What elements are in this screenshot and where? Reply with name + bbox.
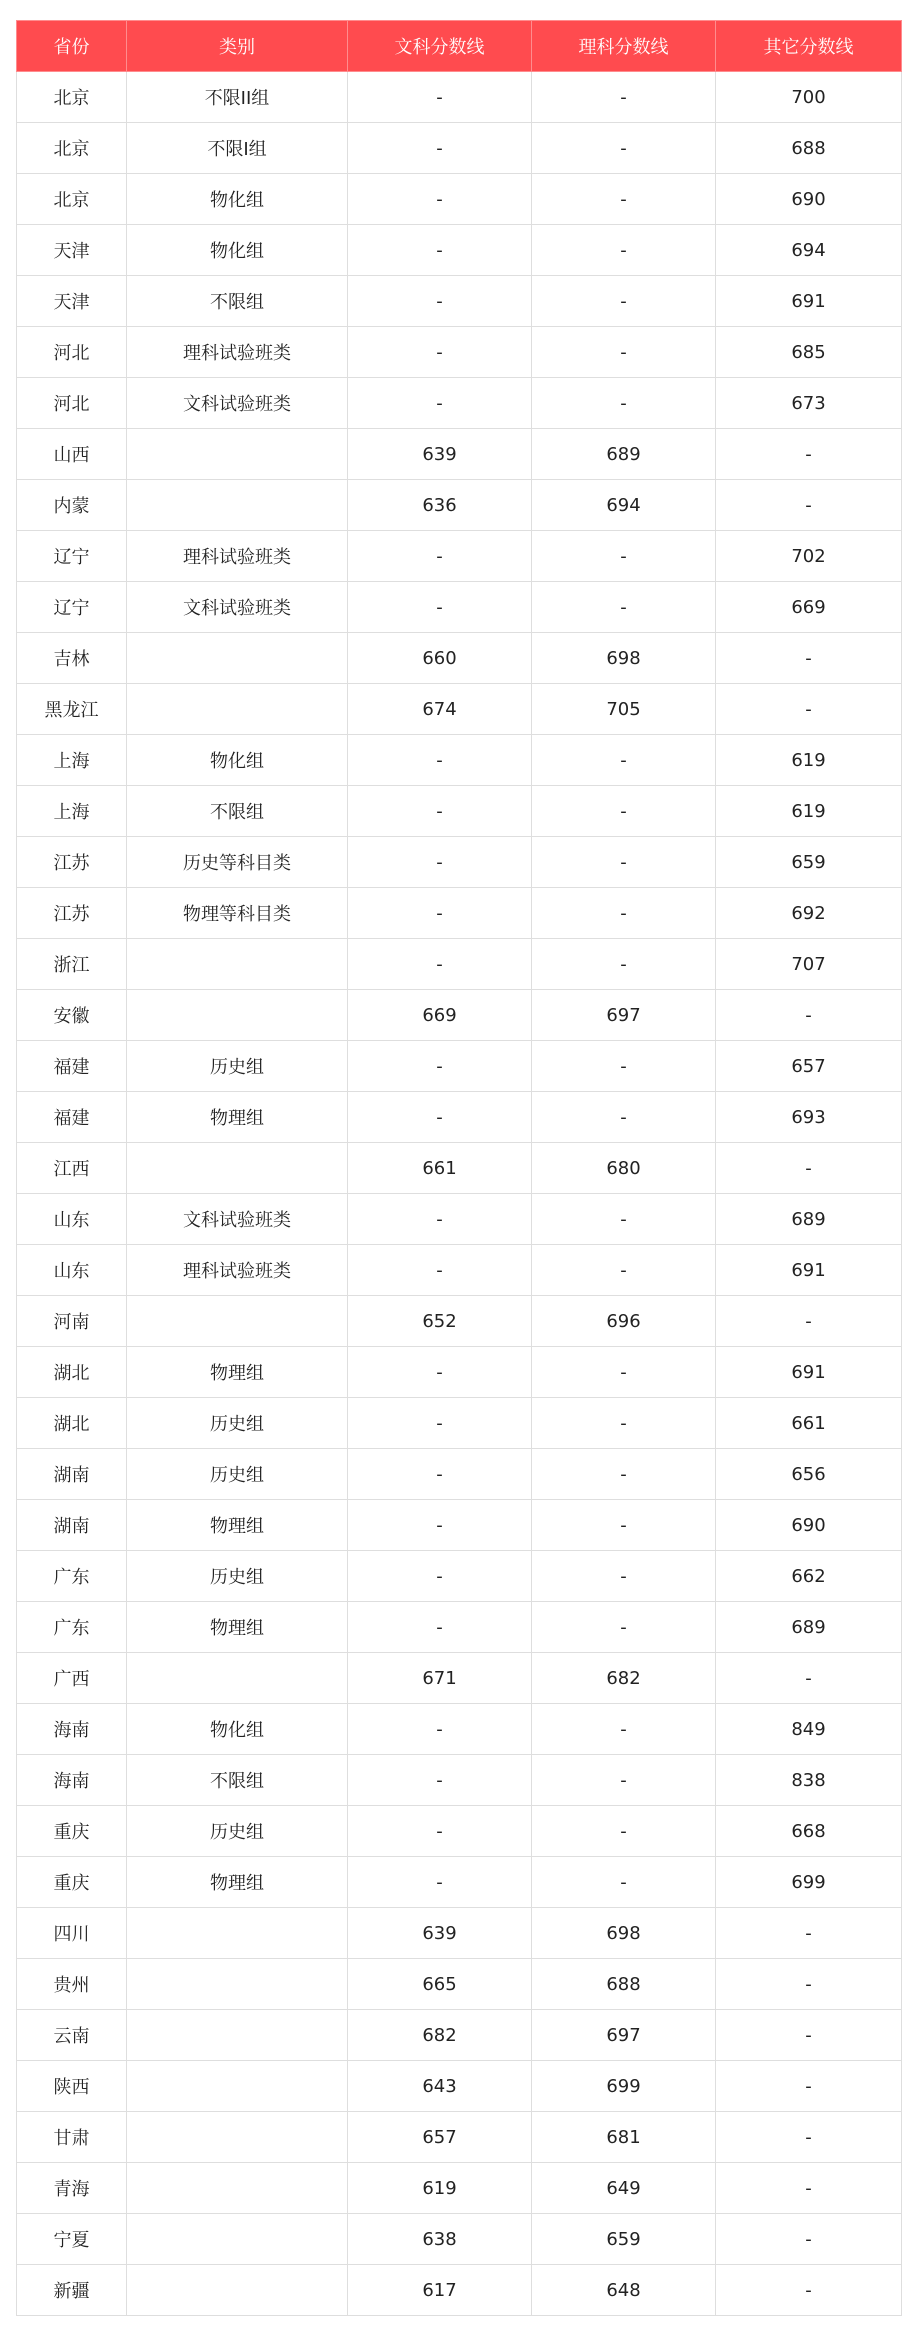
cell-other-score: 688: [716, 123, 902, 174]
cell-province: 四川: [17, 1908, 127, 1959]
cell-province: 天津: [17, 225, 127, 276]
cell-province: 上海: [17, 786, 127, 837]
cell-science-score: 682: [532, 1653, 716, 1704]
cell-category: 物化组: [127, 225, 348, 276]
cell-other-score: 838: [716, 1755, 902, 1806]
cell-liberal-arts-score: -: [348, 378, 532, 429]
cell-other-score: -: [716, 2163, 902, 2214]
cell-category: 物理组: [127, 1857, 348, 1908]
cell-category: [127, 429, 348, 480]
cell-science-score: -: [532, 735, 716, 786]
cell-liberal-arts-score: 639: [348, 429, 532, 480]
cell-province: 甘肃: [17, 2112, 127, 2163]
cell-liberal-arts-score: -: [348, 1245, 532, 1296]
cell-liberal-arts-score: -: [348, 1755, 532, 1806]
cell-other-score: 661: [716, 1398, 902, 1449]
cell-science-score: -: [532, 1551, 716, 1602]
table-body: [17, 72, 902, 2316]
cell-other-score: 691: [716, 1347, 902, 1398]
cell-other-score: 692: [716, 888, 902, 939]
cell-province: 河北: [17, 378, 127, 429]
cell-science-score: 696: [532, 1296, 716, 1347]
cell-science-score: -: [532, 888, 716, 939]
cell-liberal-arts-score: -: [348, 1041, 532, 1092]
cell-province: 海南: [17, 1704, 127, 1755]
cell-other-score: 659: [716, 837, 902, 888]
cell-other-score: -: [716, 2061, 902, 2112]
table-row: [17, 1704, 902, 1755]
cell-other-score: 668: [716, 1806, 902, 1857]
cell-category: [127, 2214, 348, 2265]
cell-other-score: 693: [716, 1092, 902, 1143]
cell-province: 青海: [17, 2163, 127, 2214]
cell-category: 历史等科目类: [127, 837, 348, 888]
cell-science-score: -: [532, 531, 716, 582]
cell-science-score: -: [532, 1806, 716, 1857]
header-science-score: 理科分数线: [532, 21, 716, 72]
cell-other-score: 690: [716, 1500, 902, 1551]
cell-category: [127, 1959, 348, 2010]
cell-province: 福建: [17, 1041, 127, 1092]
cell-science-score: 689: [532, 429, 716, 480]
cell-other-score: 656: [716, 1449, 902, 1500]
cell-province: 辽宁: [17, 582, 127, 633]
cell-province: 广西: [17, 1653, 127, 1704]
cell-category: 文科试验班类: [127, 378, 348, 429]
cell-liberal-arts-score: 619: [348, 2163, 532, 2214]
cell-liberal-arts-score: -: [348, 888, 532, 939]
table-row: [17, 633, 902, 684]
cell-category: [127, 1143, 348, 1194]
cell-science-score: -: [532, 1041, 716, 1092]
table-row: [17, 1449, 902, 1500]
cell-science-score: -: [532, 1602, 716, 1653]
table-row: [17, 2214, 902, 2265]
cell-liberal-arts-score: -: [348, 1092, 532, 1143]
cell-other-score: 689: [716, 1602, 902, 1653]
table-row: [17, 1908, 902, 1959]
cell-science-score: 659: [532, 2214, 716, 2265]
cell-other-score: 694: [716, 225, 902, 276]
table-row: [17, 939, 902, 990]
cell-other-score: -: [716, 429, 902, 480]
cell-category: 历史组: [127, 1398, 348, 1449]
table-row: [17, 786, 902, 837]
table-row: [17, 1755, 902, 1806]
cell-liberal-arts-score: -: [348, 225, 532, 276]
cell-category: 物化组: [127, 174, 348, 225]
table-row: [17, 2061, 902, 2112]
cell-province: 河北: [17, 327, 127, 378]
cell-category: [127, 2112, 348, 2163]
cell-liberal-arts-score: 661: [348, 1143, 532, 1194]
cell-province: 陕西: [17, 2061, 127, 2112]
table-row: [17, 582, 902, 633]
cell-science-score: 697: [532, 2010, 716, 2061]
cell-other-score: -: [716, 684, 902, 735]
cell-science-score: 697: [532, 990, 716, 1041]
cell-liberal-arts-score: -: [348, 1806, 532, 1857]
cell-liberal-arts-score: 638: [348, 2214, 532, 2265]
cell-category: [127, 2061, 348, 2112]
table-row: [17, 2265, 902, 2316]
cell-category: 历史组: [127, 1449, 348, 1500]
cell-province: 浙江: [17, 939, 127, 990]
cell-science-score: -: [532, 327, 716, 378]
cell-liberal-arts-score: -: [348, 1551, 532, 1602]
table-row: [17, 1092, 902, 1143]
cell-category: 物理组: [127, 1500, 348, 1551]
cell-category: [127, 480, 348, 531]
cell-other-score: 669: [716, 582, 902, 633]
cell-liberal-arts-score: 657: [348, 2112, 532, 2163]
table-row: [17, 1143, 902, 1194]
header-other-score: 其它分数线: [716, 21, 902, 72]
cell-province: 湖南: [17, 1500, 127, 1551]
cell-science-score: 699: [532, 2061, 716, 2112]
cell-category: [127, 633, 348, 684]
cell-other-score: 702: [716, 531, 902, 582]
cell-science-score: -: [532, 123, 716, 174]
cell-category: 文科试验班类: [127, 582, 348, 633]
cell-other-score: -: [716, 1908, 902, 1959]
cell-category: 历史组: [127, 1806, 348, 1857]
cell-science-score: 681: [532, 2112, 716, 2163]
table-row: [17, 2163, 902, 2214]
cell-science-score: 698: [532, 1908, 716, 1959]
cell-liberal-arts-score: 674: [348, 684, 532, 735]
cell-liberal-arts-score: 669: [348, 990, 532, 1041]
table-row: [17, 1347, 902, 1398]
cell-liberal-arts-score: -: [348, 939, 532, 990]
cell-other-score: 849: [716, 1704, 902, 1755]
cell-category: [127, 990, 348, 1041]
cell-province: 湖北: [17, 1347, 127, 1398]
cell-category: [127, 1908, 348, 1959]
cell-category: 文科试验班类: [127, 1194, 348, 1245]
cell-liberal-arts-score: -: [348, 1500, 532, 1551]
cell-liberal-arts-score: 660: [348, 633, 532, 684]
cell-science-score: -: [532, 276, 716, 327]
score-table-container: [16, 20, 901, 2316]
cell-category: 不限I组: [127, 123, 348, 174]
cell-science-score: -: [532, 786, 716, 837]
table-row: [17, 123, 902, 174]
cell-science-score: 698: [532, 633, 716, 684]
table-row: [17, 1806, 902, 1857]
cell-other-score: 699: [716, 1857, 902, 1908]
table-row: [17, 1194, 902, 1245]
cell-other-score: 657: [716, 1041, 902, 1092]
cell-science-score: -: [532, 1194, 716, 1245]
table-row: [17, 1296, 902, 1347]
cell-province: 吉林: [17, 633, 127, 684]
table-row: [17, 327, 902, 378]
cell-liberal-arts-score: -: [348, 1194, 532, 1245]
cell-category: 物理组: [127, 1347, 348, 1398]
cell-category: 物理组: [127, 1092, 348, 1143]
cell-liberal-arts-score: -: [348, 1449, 532, 1500]
cell-other-score: 685: [716, 327, 902, 378]
cell-other-score: 700: [716, 72, 902, 123]
cell-category: 物理等科目类: [127, 888, 348, 939]
cell-liberal-arts-score: 617: [348, 2265, 532, 2316]
header-province: 省份: [17, 21, 127, 72]
cell-liberal-arts-score: -: [348, 1857, 532, 1908]
header-category: 类别: [127, 21, 348, 72]
cell-other-score: 662: [716, 1551, 902, 1602]
cell-province: 云南: [17, 2010, 127, 2061]
cell-other-score: 673: [716, 378, 902, 429]
cell-science-score: -: [532, 1857, 716, 1908]
cell-science-score: -: [532, 1347, 716, 1398]
cell-province: 黑龙江: [17, 684, 127, 735]
cell-other-score: -: [716, 480, 902, 531]
cell-province: 江西: [17, 1143, 127, 1194]
cell-liberal-arts-score: 652: [348, 1296, 532, 1347]
cell-province: 辽宁: [17, 531, 127, 582]
table-row: [17, 1245, 902, 1296]
cell-other-score: -: [716, 2214, 902, 2265]
cell-science-score: -: [532, 837, 716, 888]
cell-science-score: -: [532, 1398, 716, 1449]
cell-liberal-arts-score: 665: [348, 1959, 532, 2010]
cell-liberal-arts-score: 643: [348, 2061, 532, 2112]
cell-liberal-arts-score: -: [348, 123, 532, 174]
cell-science-score: 688: [532, 1959, 716, 2010]
table-row: [17, 378, 902, 429]
cell-category: 不限II组: [127, 72, 348, 123]
cell-science-score: -: [532, 1500, 716, 1551]
table-row: [17, 174, 902, 225]
cell-science-score: -: [532, 1755, 716, 1806]
cell-province: 福建: [17, 1092, 127, 1143]
table-row: [17, 990, 902, 1041]
cell-province: 湖南: [17, 1449, 127, 1500]
cell-science-score: -: [532, 72, 716, 123]
cell-other-score: -: [716, 2112, 902, 2163]
cell-liberal-arts-score: -: [348, 735, 532, 786]
cell-province: 上海: [17, 735, 127, 786]
cell-category: [127, 684, 348, 735]
table-row: [17, 72, 902, 123]
cell-category: 不限组: [127, 786, 348, 837]
table-row: [17, 1551, 902, 1602]
cell-other-score: 619: [716, 786, 902, 837]
cell-liberal-arts-score: -: [348, 174, 532, 225]
cell-category: [127, 2163, 348, 2214]
table-row: [17, 276, 902, 327]
cell-other-score: 689: [716, 1194, 902, 1245]
cell-province: 安徽: [17, 990, 127, 1041]
cell-category: 历史组: [127, 1551, 348, 1602]
table-row: [17, 684, 902, 735]
table-row: [17, 735, 902, 786]
cell-province: 天津: [17, 276, 127, 327]
cell-liberal-arts-score: -: [348, 531, 532, 582]
cell-province: 内蒙: [17, 480, 127, 531]
cell-liberal-arts-score: -: [348, 786, 532, 837]
cell-province: 山东: [17, 1245, 127, 1296]
cell-category: 不限组: [127, 1755, 348, 1806]
cell-category: 理科试验班类: [127, 531, 348, 582]
table-row: [17, 1959, 902, 2010]
cell-liberal-arts-score: -: [348, 1602, 532, 1653]
cell-other-score: -: [716, 633, 902, 684]
cell-province: 湖北: [17, 1398, 127, 1449]
cell-liberal-arts-score: -: [348, 327, 532, 378]
cell-category: [127, 2265, 348, 2316]
cell-province: 河南: [17, 1296, 127, 1347]
table-row: [17, 837, 902, 888]
cell-province: 广东: [17, 1551, 127, 1602]
cell-liberal-arts-score: -: [348, 582, 532, 633]
cell-province: 贵州: [17, 1959, 127, 2010]
cell-liberal-arts-score: 639: [348, 1908, 532, 1959]
cell-liberal-arts-score: 682: [348, 2010, 532, 2061]
cell-science-score: -: [532, 1092, 716, 1143]
cell-province: 重庆: [17, 1857, 127, 1908]
cell-province: 江苏: [17, 837, 127, 888]
cell-other-score: -: [716, 2265, 902, 2316]
table-row: [17, 480, 902, 531]
score-table: [16, 20, 902, 2316]
cell-liberal-arts-score: 671: [348, 1653, 532, 1704]
cell-liberal-arts-score: -: [348, 1704, 532, 1755]
table-row: [17, 1041, 902, 1092]
cell-science-score: -: [532, 939, 716, 990]
cell-category: 不限组: [127, 276, 348, 327]
cell-liberal-arts-score: 636: [348, 480, 532, 531]
cell-category: 理科试验班类: [127, 1245, 348, 1296]
cell-category: [127, 939, 348, 990]
cell-science-score: -: [532, 1449, 716, 1500]
cell-liberal-arts-score: -: [348, 1347, 532, 1398]
cell-category: 物化组: [127, 1704, 348, 1755]
table-row: [17, 2010, 902, 2061]
cell-liberal-arts-score: -: [348, 276, 532, 327]
cell-liberal-arts-score: -: [348, 72, 532, 123]
cell-other-score: 691: [716, 276, 902, 327]
cell-category: 物化组: [127, 735, 348, 786]
cell-science-score: -: [532, 378, 716, 429]
table-row: [17, 2112, 902, 2163]
cell-province: 广东: [17, 1602, 127, 1653]
cell-province: 北京: [17, 123, 127, 174]
cell-other-score: -: [716, 1653, 902, 1704]
table-row: [17, 429, 902, 480]
cell-science-score: -: [532, 582, 716, 633]
cell-other-score: -: [716, 1143, 902, 1194]
cell-province: 北京: [17, 174, 127, 225]
cell-province: 宁夏: [17, 2214, 127, 2265]
cell-province: 海南: [17, 1755, 127, 1806]
cell-province: 山西: [17, 429, 127, 480]
table-row: [17, 1653, 902, 1704]
cell-category: 物理组: [127, 1602, 348, 1653]
cell-category: [127, 1653, 348, 1704]
cell-science-score: -: [532, 1704, 716, 1755]
cell-liberal-arts-score: -: [348, 837, 532, 888]
table-row: [17, 888, 902, 939]
cell-science-score: 680: [532, 1143, 716, 1194]
cell-province: 北京: [17, 72, 127, 123]
header-row: [17, 21, 902, 72]
cell-science-score: 649: [532, 2163, 716, 2214]
cell-science-score: -: [532, 174, 716, 225]
cell-category: 历史组: [127, 1041, 348, 1092]
cell-category: [127, 1296, 348, 1347]
cell-science-score: 694: [532, 480, 716, 531]
cell-science-score: -: [532, 225, 716, 276]
cell-category: [127, 2010, 348, 2061]
table-row: [17, 1857, 902, 1908]
cell-province: 新疆: [17, 2265, 127, 2316]
cell-category: 理科试验班类: [127, 327, 348, 378]
cell-other-score: 690: [716, 174, 902, 225]
cell-other-score: -: [716, 1959, 902, 2010]
cell-province: 江苏: [17, 888, 127, 939]
cell-science-score: 648: [532, 2265, 716, 2316]
cell-other-score: -: [716, 990, 902, 1041]
cell-liberal-arts-score: -: [348, 1398, 532, 1449]
cell-other-score: 619: [716, 735, 902, 786]
cell-other-score: 691: [716, 1245, 902, 1296]
table-row: [17, 1602, 902, 1653]
cell-other-score: -: [716, 1296, 902, 1347]
table-row: [17, 1500, 902, 1551]
cell-province: 山东: [17, 1194, 127, 1245]
cell-other-score: 707: [716, 939, 902, 990]
table-row: [17, 1398, 902, 1449]
table-row: [17, 225, 902, 276]
cell-science-score: 705: [532, 684, 716, 735]
cell-science-score: -: [532, 1245, 716, 1296]
header-liberal-arts-score: 文科分数线: [348, 21, 532, 72]
table-header: [17, 21, 902, 72]
cell-province: 重庆: [17, 1806, 127, 1857]
table-row: [17, 531, 902, 582]
cell-other-score: -: [716, 2010, 902, 2061]
